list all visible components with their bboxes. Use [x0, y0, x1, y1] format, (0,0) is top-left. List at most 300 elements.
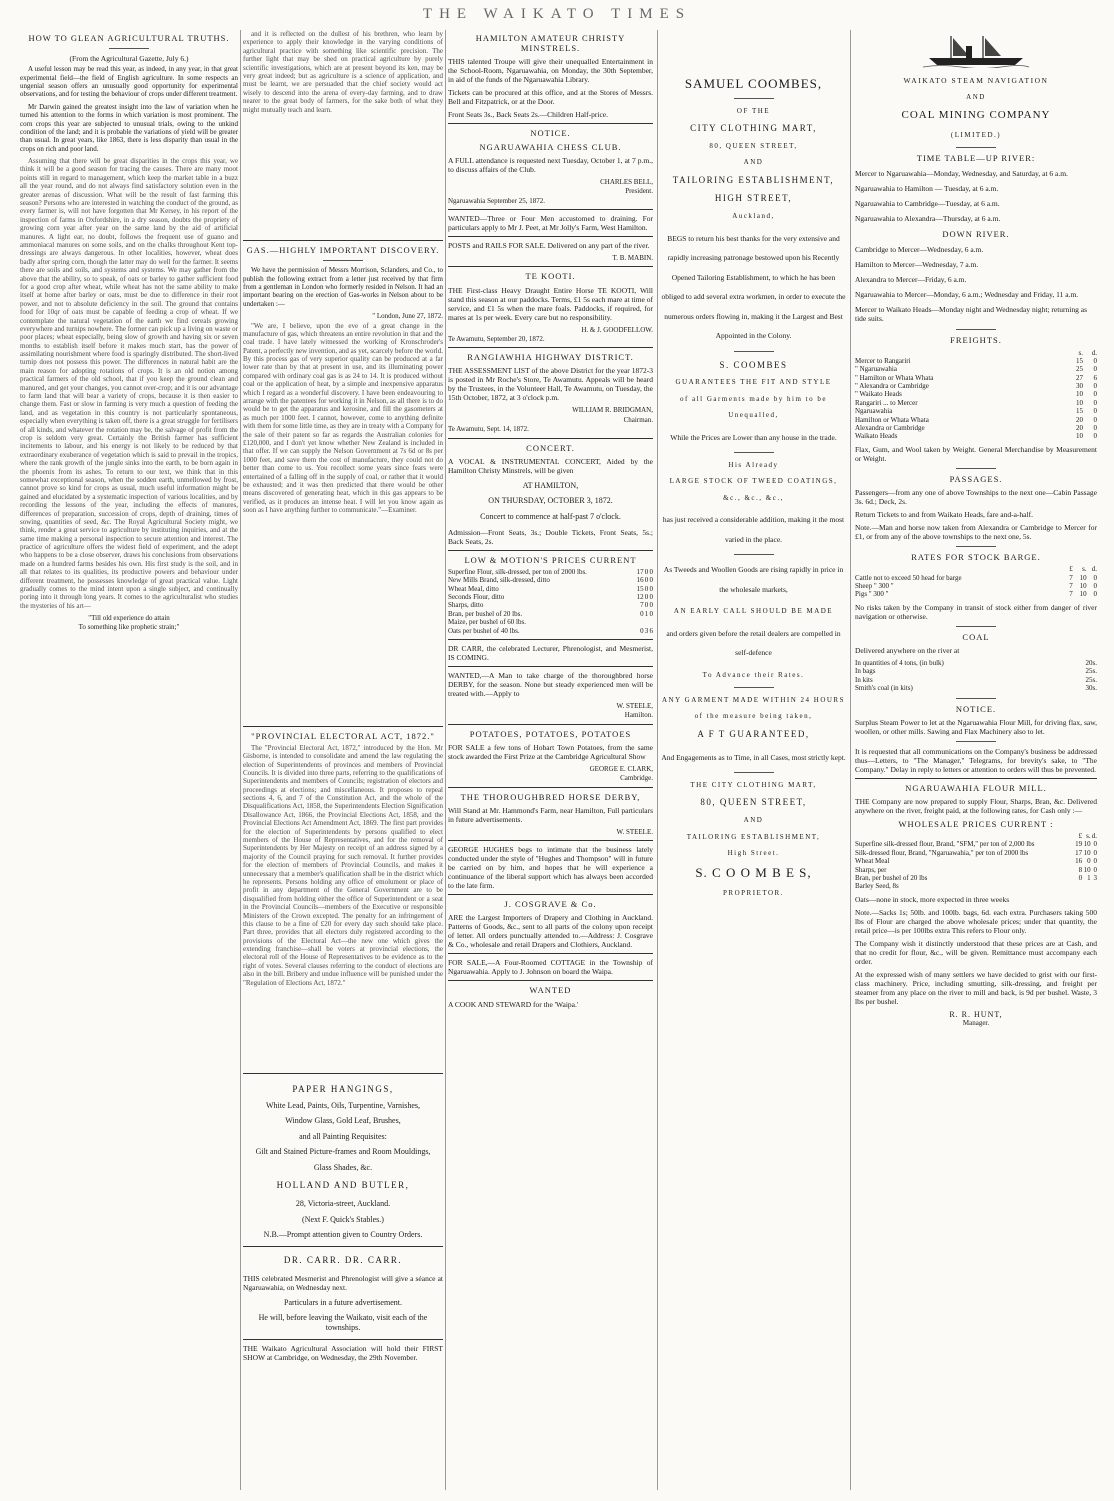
freight-table: [855, 349, 1097, 441]
price-table: [448, 568, 653, 635]
table-row: [855, 857, 1097, 865]
ad-date: Te Awamutu, September 20, 1872.: [448, 334, 545, 343]
ad-text: has just received a considerable addition, making it the most varied in the place.: [662, 515, 845, 544]
table-cell: 6: [649, 626, 653, 635]
table-cell: 10: [1079, 573, 1087, 582]
ad-line: To Advance their Rates.: [702, 670, 805, 679]
table-cell: Sharps, per: [855, 865, 887, 874]
ad-heading: TE KOOTI.: [525, 271, 576, 282]
table-row: [855, 684, 1097, 692]
ad-line: High Street.: [727, 849, 780, 858]
table-cell: 30s.: [1085, 684, 1097, 693]
ad-heading: J. COSGRAVE & Co.: [504, 899, 597, 910]
ad-text: WANTED—Three or Four Men accustomed to draining. For particulars apply to Mr J. Peet, at Mr Jolly's Farm, West Hamilton.: [448, 213, 653, 232]
timetable-entry: Alexandra to Mercer—Friday, 6 a.m.: [855, 275, 967, 285]
article-paragraph: The "Provincial Electoral Act, 1872," introduced by the Hon. Mr Gisborne, is intended to consolidate and amend the law regulating the election of Superintendents of provinces and members of Provincial Councils. It is divided into three parts, referring to the qualifications of Superintendents and members of Councils; registration of electors and proceedings at elections; and miscellaneous. It proposes to repeal sections 4, 6, and 7 of the Constitution Act, and the whole of the Disqualifications Act, 1858, the Superintendents Election Signification Disallowance Act, 1866, the Provincial Elections Act, 1858, and the Provincial Elections Act Amendment Act, 1869. The first part provides for the election of Superintendents by persons qualified to elect members of the House of Representatives, and for the removal of Superintendents by Her Majesty on receipt of an address signed by a majority of the Council praying for such removal. It further provides for the election of members of Provincial Councils, and makes it unnecessary that a member's qualification shall be in the district which he represents. Persons holding any office of emolument or place of profit in any department of the General Government are to be disqualified from holding either the office of Superintendent or a seat in the Provincial Councils—members of the Executive or responsible Ministers of the Crown excepted. The penalty for an infringement of this clause to be a fine of £20 for every day such should take place. Part three, provides that all electors duly registered according to the provisions of the Electoral Act—the new one which gives the extending franchise—shall be voters at provincial elections, the electoral roll of the House of Representatives to be evidence as to the right of votes. Several clauses referring to the conduct of elections are also in the bill. Bribery and undue influence will be punished under the "Regulation of Elections Act, 1872.": [243, 743, 443, 987]
table-cell: 25s.: [1085, 667, 1097, 676]
ad-text: THE ASSESSMENT LIST of the above District for the year 1872-3 is posted in Mr Roche's Store, Te Awamutu. Appeals will be heard by the Trustees, in the Volunteer Hall, Te Awamutu, on Tuesday, the 15th October, 1872, at 3 o'clock p.m.: [448, 366, 653, 403]
ad-heading: CITY CLOTHING MART,: [690, 122, 817, 133]
table-cell: Waikato Heads: [855, 432, 898, 441]
table-row: [448, 576, 653, 584]
column-5: [855, 30, 1097, 1492]
table-cell: 0: [649, 601, 653, 610]
ad-text: No risks taken by the Company in transit of stock either from danger of river navigation or otherwise.: [855, 602, 1097, 621]
timetable-entry: Hamilton to Mercer—Wednesday, 7 a.m.: [855, 260, 979, 270]
table-cell: 0: [1093, 590, 1097, 599]
ad-signature: WILLIAM R. BRIDGMAN,: [572, 406, 653, 415]
column-header: £: [1078, 832, 1083, 841]
table-cell: 16: [636, 576, 644, 585]
ad-text: GEORGE HUGHES begs to intimate that the business lately conducted under the style of "Hughes and Thompson" will in future be carried on by him, and hopes that he will experience a continuance of the liberal support which has always been accorded to the late firm.: [448, 845, 653, 891]
table-cell: Ngaruawahia: [855, 407, 893, 416]
timetable-entry: Ngaruawahia to Mercer—Monday, 6 a.m.; Wednesday and Friday, 11 a.m.: [855, 290, 1079, 300]
ad-line: Glass Shades, &c.: [313, 1162, 373, 1172]
ad-line: Auckland,: [732, 212, 775, 221]
article-paragraph: Assuming that there will be great disparities in the crops this year, we think it will be a good season for tracing the causes. There are many moot points still in regard to management, which keep the market table in a buzz all the year round, and do not always find satisfactory solution even in the greater arenas of discussion. What will be the result of fast farming this season? Persons who are interested in watching the conduct of the ground, as every farmer is, will not have forgotten that Mr Kersey, in his report of the inspection of farms in Oxfordshire, in a dry season, doubts the propriety of growing corn year after year on the same land by the aid of artificial manures. A light ear, no doubt, follows the frequent use of guano and ammoniacal manures on some soils, and on the chalks throughout Kent top-dressings are always dangerous. In other localities, however, wheat does badly after spring corn, though the latter may do well for the farmer. It seems there are soils and soils, and systems and systems. We may gather from the above that the ability, so to speak, of oats or barley to gather sufficient food for a good crop after wheat, while wheat has not the same ability to make itself at home after barley or oats, must be due to difference in their root power, and not to absolute deficiency in the soil. The ground that contains food for 10qr of oats must be capable of feeding a crop of wheat. If we contemplate the natural vegetation of the earth we find cereals growing everywhere and turnips nowhere. The former can pick up a living on waste or poor places; wheat especially, being slow of growth and having six or seven months to establish itself before it makes much start, has the power of assimilating nourishment where food is sparingly distributed. The short-lived turnip does not possess this power. The differences in natural habit are the main reason for adopting rotations of crops. It is an old notion among practical farmers of the old school, that if you keep the ground clean and manured, and get your changes, you cannot over-crop; and it is our advantage to farm land that will bear a variety of crops, because it is then easier to change them. Fast or slow in farming is very much a question of feeding the land, and as vegetation in this country is not particularly spontaneous, especially when everything is taken off, there is a great struggle for fertilisers of all kinds, and whatever the rotation may be, the salvage of profit from the crop is seldom very great. Certainly the British farmer has sufficient incitements to labour, and his energy is not likely to be reduced by that extraordinary exuberance of vegetation which is said to prevail in the tropics, where the rank growth of the jungle sinks into the earth, to be born again in the phoenix from its ashes. To return to our text, we think that in this somewhat exceptional season, when the sodden earth, unmellowed by frost, cannot prove so kind for crops as usual, much useful information might be gained and elucidated by a systematic inspection of various localities, and by recording the lessons of the year, including the effects of manures, differences of preparation, succession of crops, depth of draining, times of sowing, quantities of seed, &c. The Royal Agricultural Society might, we think, render a great service to agriculture by instituting inquiries, and at the same time making a personal inspection to secure attention and interest. The practice of agriculture offers the widest field of experiment, and the adept who happens to be a close observer, draws his conclusions from observations made on a hundred farms besides his own. His first study is the soil, and in all that relates to its qualities, its productive powers and behaviour under different treatment, he possesses knowledge of great practical value. Light gradually comes to the mind intent upon a single subject, and continually poring into it through long years. It comes to the agriculturalist who studies the mysteries of his art—: [20, 157, 238, 610]
ad-heading: DR. CARR. DR. CARR.: [283, 1255, 403, 1266]
ad-line: OF THE: [736, 106, 771, 115]
ad-line: N.B.—Prompt attention given to Country Orders.: [263, 1230, 423, 1240]
table-cell: 10: [1083, 840, 1091, 849]
table-cell: Sheep " 300 ": [855, 581, 894, 590]
table-cell: In kits: [855, 675, 873, 684]
column-header: £: [1069, 565, 1073, 574]
section-heading: COAL: [962, 631, 990, 642]
ad-heading: CONCERT.: [526, 442, 575, 453]
section-heading: PASSAGES.: [949, 473, 1003, 484]
table-cell: 16: [1075, 857, 1083, 866]
table-cell: 10: [1075, 432, 1083, 441]
ad-text: Admission—Front Seats, 3s.; Double Tickets, Front Seats, 5s.; Back Seats, 2s.: [448, 527, 653, 546]
ad-text: THE First-class Heavy Draught Entire Horse TE KOOTI, Will stand this season at our paddocks. Terms, £1 5s each mare at time of service, and £1 5s when the mare foals. Paddocks, if required, for mares at 1s per week. Every care but no responsibility.: [448, 285, 653, 322]
ad-line: White Lead, Paints, Oils, Turpentine, Varnishes,: [265, 1100, 421, 1110]
table-cell: Sharps, ditto: [448, 601, 484, 610]
ad-heading: S. C O O M B E S,: [695, 865, 812, 881]
table-cell: 7: [1069, 581, 1073, 590]
article-paragraph: "We are, I believe, upon the eve of a great change in the manufacture of gas, which threatens an entire revolution in that and the coal trade. I have lately witnessed the working of Kronschroder's Patent, a perfectly new invention, and as yet, scarcely before the world. By this process gas of very superior quality can be produced at a far lower rate than by that at present in use, and its illuminating power compared with ordinary coal gas is as 24 to 14. It is produced without coal or the application of heat, by a simple and inexpensive apparatus which I regard as a wonderful discovery. I have been endeavouring to arrange with the patentees for working it in Nelson, as all there is to do would be to get the apparatus and kerosine, and fill the gasometers at as much per 1000 feet. I cannot, however, come to anything definite with them for some little time, as they are in treaty with a Company for the sale of their patent so far as regards the Australian colonies for £120,000, and I don't yet know whether New Zealand is included in that offer. If we can supply the Nelson Government at 7s 6d or 8s per 1000 feet, and save them the cost of manufacture, they could not do better than come to us. You recollect some years since fears were entertained of a falling off in the supply of coal, or rather that it would be exhausted; and it was then predicted that there would be other means discovered of generating heat, which in this gas appears to be verified, as it produces an intense heat. I will let you know again as soon as I have anything further to communicate."—Examiner.: [243, 321, 443, 515]
column-header: d.: [1091, 832, 1097, 841]
table-cell: 10: [1075, 398, 1083, 407]
ad-signature: CHARLES BELL,: [600, 177, 653, 186]
table-cell: 7: [640, 601, 644, 610]
ad-date: Ngaruawahia September 25, 1872.: [448, 196, 545, 205]
table-row: [448, 593, 653, 601]
ad-heading: WANTED: [529, 985, 572, 996]
table-cell: 7: [1069, 573, 1073, 582]
table-cell: " Alexandra or Cambridge: [855, 382, 929, 391]
table-row: [448, 568, 653, 576]
ad-signature: T. B. MABIN.: [612, 253, 653, 262]
table-row: [448, 627, 653, 635]
table-cell: Superfine Flour, silk-dressed, per ton of 2000 lbs.: [448, 567, 587, 576]
ad-heading: NGARUAWAHIA CHESS CLUB.: [479, 141, 622, 152]
table-cell: 0: [1078, 874, 1083, 883]
ad-line: 80, QUEEN STREET,: [709, 141, 798, 150]
table-cell: 20s.: [1085, 658, 1097, 667]
table-cell: Rangariri ... to Mercer: [855, 398, 918, 407]
table-cell: 0: [640, 609, 644, 618]
table-cell: 0: [1093, 390, 1097, 399]
timetable-entry: Cambridge to Mercer—Wednesday, 6 a.m.: [855, 245, 984, 255]
ad-heading: NOTICE.: [530, 128, 571, 139]
ad-line: PROPRIETOR.: [723, 889, 784, 897]
masthead: THE WAIKATO TIMES: [422, 6, 692, 22]
table-row: [855, 849, 1097, 857]
table-row: [855, 432, 1097, 440]
ad-heading: 80, QUEEN STREET,: [700, 797, 807, 808]
timetable-entry: Mercer to Ngaruawahia—Monday, Wednesday, and Saturday, at 6 a.m.: [855, 169, 1068, 179]
ad-line: AN EARLY CALL SHOULD BE MADE: [673, 607, 834, 616]
ad-signature: Manager.: [962, 1019, 990, 1028]
table-cell: 10: [1083, 865, 1091, 874]
article-paragraph: A useful lesson may be read this year, as indeed, in any year, in that great experimental field—the field of English agriculture. In some respects an ungenial season offers an unusually good opportunity for experimental observations, and for testing the behaviour of crops under different treatment.: [20, 65, 238, 99]
table-cell: 19: [1075, 840, 1083, 849]
ad-date: Te Awamutu, Sept. 14, 1872.: [448, 425, 529, 434]
ad-signature: President.: [625, 187, 653, 196]
ad-text: Return Tickets to and from Waikato Heads, fare and-a-half.: [855, 510, 1033, 520]
stock-table: [855, 565, 1097, 599]
wholesale-table: [855, 832, 1097, 891]
ad-text: THIS celebrated Mesmerist and Phrenologist will give a séance at Ngaruawahia, on Wednesday next.: [243, 1273, 443, 1292]
verse-line: To something like prophetic strain;": [78, 622, 180, 631]
table-cell: 17: [1075, 848, 1083, 857]
ad-line: AND: [743, 158, 764, 167]
ad-heading: POTATOES, POTATOES, POTATOES: [469, 728, 632, 739]
table-cell: In quantities of 4 tons, (in bulk): [855, 658, 944, 667]
ad-line: Window Glass, Gold Leaf, Brushes,: [285, 1116, 401, 1126]
table-cell: 0: [1093, 840, 1097, 849]
table-cell: 10: [1079, 581, 1087, 590]
ad-signature: R. R. HUNT,: [949, 1009, 1003, 1019]
ad-text: Front Seats 3s., Back Seats 2s.—Children Half-price.: [448, 110, 608, 120]
table-cell: 20: [1075, 415, 1083, 424]
table-cell: Seconds Flour, ditto: [448, 592, 505, 601]
column-header: s.: [1082, 565, 1087, 574]
ad-line: (Next F. Quick's Stables.): [302, 1214, 384, 1224]
table-cell: 0: [1093, 356, 1097, 365]
ad-heading: HAMILTON AMATEUR CHRISTY MINSTRELS.: [475, 33, 626, 54]
table-cell: 0: [1093, 415, 1097, 424]
table-cell: 27: [1075, 373, 1083, 382]
section-heading: NGARUAWAHIA FLOUR MILL.: [905, 782, 1047, 793]
table-row: [855, 840, 1097, 848]
timetable-entry: Mercer to Waikato Heads—Monday night and Wednesday night; returning as tide suits.: [855, 305, 1088, 324]
verse-line: "Till old experience do attain: [88, 614, 170, 623]
column-rule: [240, 30, 241, 1490]
table-row: [855, 424, 1097, 432]
table-cell: Hamilton or Whata Whata: [855, 415, 929, 424]
ad-text: Note.—Man and horse now taken from Alexandra or Cambridge to Mercer for £1, or from any of the above townships to the next one, 5s.: [855, 523, 1097, 542]
ad-heading: HIGH STREET,: [714, 193, 793, 204]
ad-text: Oats—none in stock, more expected in three weeks: [855, 894, 1010, 904]
table-row: [855, 667, 1097, 675]
ad-line: &c., &c., &c.,: [723, 493, 784, 502]
column-header: s.: [1086, 832, 1091, 841]
table-cell: Smith's coal (in kits): [855, 684, 913, 693]
table-cell: 0: [640, 626, 644, 635]
table-row: [855, 357, 1097, 365]
table-row: [855, 582, 1097, 590]
section-heading: WHOLESALE PRICES CURRENT :: [898, 818, 1054, 829]
ad-line: AND: [743, 816, 764, 825]
table-cell: 17: [636, 567, 644, 576]
table-cell: 10: [1079, 590, 1087, 599]
company-heading: (LIMITED.): [950, 130, 1002, 139]
table-cell: 15: [1075, 356, 1083, 365]
table-cell: 25: [1075, 365, 1083, 374]
section-heading: NOTICE.: [955, 703, 997, 714]
table-cell: 0: [644, 592, 649, 601]
ad-text: THE Company are now prepared to supply Flour, Sharps, Bran, &c. Delivered anywhere on the river, freight paid, at the following rates, for Cash only :—: [855, 796, 1097, 815]
table-row: [855, 659, 1097, 667]
ad-text: The Company wish it distinctly understood that these prices are at Cash, and that no credit for flour, &c., will be given. Remittance must accompany each order.: [855, 938, 1097, 966]
column-3: [448, 30, 653, 1492]
section-heading: RATES FOR STOCK BARGE.: [911, 552, 1041, 563]
ad-line: He will, before leaving the Waikato, visit each of the townships.: [258, 1313, 428, 1333]
ad-text: It is requested that all communications on the Company's business be addressed thus—Letters, to "The Manager," Telegrams, for brevity's sake, to "The Company." Delay in reply to letters or attention to orders will thus be prevented.: [855, 746, 1097, 774]
ad-text: Delivered anywhere on the river at: [855, 645, 960, 655]
table-cell: [1091, 882, 1097, 890]
table-cell: Wheat Meal: [855, 857, 890, 866]
table-cell: Maize, per bushel of 60 lbs.: [448, 618, 526, 627]
table-cell: Cattle not to exceed 50 head for barge: [855, 573, 962, 582]
ad-line: Gilt and Stained Picture-frames and Room Mouldings,: [255, 1147, 431, 1157]
ad-heading: HOLLAND AND BUTLER,: [276, 1180, 410, 1191]
coal-table: [855, 659, 1097, 693]
ad-heading: LOW & MOTION'S PRICES CURRENT: [464, 554, 637, 565]
table-cell: [1082, 882, 1091, 890]
table-cell: 1: [644, 609, 649, 618]
ad-line: THE CITY CLOTHING MART,: [690, 781, 817, 790]
ad-line: GUARANTEES THE FIT AND STYLE: [675, 378, 832, 387]
column-rule: [657, 30, 658, 1490]
ad-text: THIS talented Troupe will give their unequalled Entertainment in the School-Room, Ngaruawahia, on Monday, the 30th September, in aid of the funds of the Ngaruawahia Library.: [448, 57, 653, 85]
company-heading: COAL MINING COMPANY: [901, 109, 1051, 122]
table-cell: 7: [1069, 590, 1073, 599]
table-cell: 0: [644, 584, 649, 593]
table-cell: 0: [644, 601, 649, 610]
table-row: [855, 866, 1097, 874]
ad-signature: H. & J. GOODFELLOW.: [581, 325, 653, 334]
timetable-entry: Ngaruawahia to Cambridge—Tuesday, at 6 a.m.: [855, 199, 1000, 209]
ad-signature: W. STEELE,: [616, 701, 653, 710]
ad-line: Particulars in a future advertisement.: [284, 1297, 402, 1307]
table-row: [855, 382, 1097, 390]
ad-heading: TAILORING ESTABLISHMENT,: [672, 174, 835, 185]
table-row: [855, 882, 1097, 890]
table-cell: 0: [649, 592, 653, 601]
ad-text: and orders given before the retail dealers are compelled in self-defence: [666, 628, 841, 658]
table-cell: 0: [1093, 573, 1097, 582]
table-cell: 15: [636, 584, 644, 593]
ad-heading: PAPER HANGINGS,: [292, 1083, 394, 1094]
section-heading: DOWN RIVER.: [942, 229, 1010, 240]
ad-text: FOR SALE a few tons of Hobart Town Potatoes, from the same stock awarded the First Prize at the Cambridge Agricultural Show: [448, 742, 653, 761]
table-row: [448, 585, 653, 593]
column-header: s.: [1078, 348, 1083, 357]
ad-text: As Tweeds and Woollen Goods are rising rapidly in price in the wholesale markets,: [663, 565, 844, 594]
table-cell: Bran, per bushel of 20 lbs.: [448, 609, 523, 618]
table-row: [855, 590, 1097, 598]
ad-text: BEGS to return his best thanks for the very extensive and rapidly increasing patronage bestowed upon his Recently Opened Tailoring Establishment, to which he has been obliged to add several extra workmen, in order to execute the numerous orders flowing in, making it the Largest and Best Appointed in the Colony.: [661, 233, 846, 341]
ad-text: POSTS and RAILS FOR SALE. Delivered on any part of the river.: [448, 240, 650, 250]
ad-text: Tickets can be procured at this office, and at the Stores of Messrs. Bell and Fitzpatrick, or at the Door.: [448, 88, 653, 107]
ad-text: Flax, Gum, and Wool taken by Weight. General Merchandise by Measurement or Weight.: [855, 444, 1097, 463]
ad-line: of all Garments made by him to be: [680, 394, 827, 403]
column-header: d.: [1091, 348, 1097, 357]
ad-text: While the Prices are Lower than any house in the trade.: [670, 432, 837, 442]
table-cell: 20: [1075, 424, 1083, 433]
table-cell: [1074, 882, 1083, 890]
table-cell: 3: [1093, 874, 1097, 883]
table-cell: 0: [649, 567, 653, 576]
table-cell: 0: [1093, 365, 1097, 374]
ad-line: ON THURSDAY, OCTOBER 3, 1872.: [488, 496, 613, 506]
table-cell: 10: [1083, 848, 1091, 857]
table-cell: 10: [1075, 390, 1083, 399]
table-row: [855, 399, 1097, 407]
company-heading: WAIKATO STEAM NAVIGATION: [903, 76, 1049, 85]
table-cell: Superfine silk-dressed flour, Brand, "SFM," per ton of 2,000 lbs: [855, 840, 1035, 849]
ad-text: FOR SALE,—A Four-Roomed COTTAGE in the Township of Ngaruawahia. Apply to J. Johnson on board the Waipa.: [448, 958, 653, 977]
column-2: [243, 30, 443, 1492]
column-header: d.: [1091, 565, 1097, 574]
ad-line: AT HAMILTON,: [522, 480, 579, 490]
timetable-entry: Ngaruawahia to Alexandra—Thursday, at 6 a.m.: [855, 214, 1001, 224]
ad-text: A FULL attendance is requested next Tuesday, October 1, at 7 p.m., to discuss affairs of the Club.: [448, 155, 653, 174]
company-heading: AND: [966, 93, 986, 101]
table-row: [855, 676, 1097, 684]
column-4: [661, 30, 846, 1492]
ad-signature: Chairman.: [623, 415, 653, 424]
ad-heading: THE THOROUGHBRED HORSE DERBY,: [460, 791, 641, 802]
ad-signature: GEORGE E. CLARK,: [589, 764, 653, 773]
ad-heading: RANGIAWHIA HIGHWAY DISTRICT.: [467, 352, 634, 363]
ad-line: ANY GARMENT MADE WITHIN 24 HOURS: [661, 695, 845, 704]
ad-text: At the expressed wish of many settlers we have decided to grist with our first-class machinery. Price, including smutting, silk-dressing, and freight per steamer from any place on the river to mill and back, is 9d per bushel. Waste, 3 lbs per bushel.: [855, 969, 1097, 1006]
section-heading: TIME TABLE—UP RIVER:: [916, 152, 1036, 163]
ad-line: TAILORING ESTABLISHMENT,: [686, 832, 821, 841]
column-rule: [850, 30, 851, 1490]
ad-text: ARE the Largest Importers of Drapery and Clothing in Auckland. Patterns of Goods, &c., sent to all parts of the colony upon receipt of letter. All orders punctually attended to.—Address: J. Cosgrave & Co., wholesale and retail Drapers and Clothiers, Auckland.: [448, 913, 653, 950]
article-heading: HOW TO GLEAN AGRICULTURAL TRUTHS.: [28, 33, 230, 43]
steamship-icon: [921, 34, 1031, 68]
table-cell: 0: [649, 609, 653, 618]
ad-text: WANTED,—A Man to take charge of the thoroughbred horse DERBY, for the season. None but steady experienced men will be treated with.—Apply to: [448, 670, 653, 698]
column-rule: [445, 30, 446, 1490]
table-cell: " Hamilton or Whata Whata: [855, 373, 934, 382]
table-cell: Wheat Meal, ditto: [448, 584, 499, 593]
table-row: [448, 601, 653, 609]
table-cell: " Ngaruawahia: [855, 365, 897, 374]
ad-heading: SAMUEL COOMBES,: [684, 76, 823, 91]
article-paragraph: We have the permission of Messrs Morrison, Sclanders, and Co., to publish the following extract from a letter just received by that firm from a gentleman in London who formerly resided in Nelson. It had an important bearing on the erection of Gas-works in Nelson about to be undertaken :—: [243, 266, 443, 308]
ad-signature: W. STEELE.: [616, 827, 653, 836]
ad-line: and all Painting Requisites:: [299, 1131, 387, 1141]
table-row: [448, 618, 653, 626]
table-cell: 0: [1093, 848, 1097, 857]
table-cell: Pigs " 300 ": [855, 590, 889, 599]
table-cell: In bags: [855, 667, 876, 676]
ad-line: Concert to commence at half-past 7 o'clock.: [480, 512, 621, 522]
table-row: [855, 416, 1097, 424]
ad-line: His Already: [728, 461, 779, 470]
ad-text: Will Stand at Mr. Hammond's Farm, near Hamilton, Full particulars in future advertisements.: [448, 805, 653, 824]
ad-line: of the measure being taken,: [694, 712, 813, 721]
table-cell: 15: [1075, 407, 1083, 416]
ad-text: Passengers—from any one of above Townships to the next one—Cabin Passage 3s. 6d.; Deck, 2s.: [855, 488, 1097, 507]
timetable-entry: Ngaruawahia to Hamilton — Tuesday, at 6 a.m.: [855, 184, 999, 194]
ad-line: Unequalled,: [728, 411, 779, 420]
table-row: [855, 574, 1097, 582]
ad-signature: Cambridge.: [620, 774, 653, 783]
table-cell: [648, 618, 653, 626]
article-heading: "PROVINCIAL ELECTORAL ACT, 1872.": [251, 730, 435, 741]
ad-heading: A F T GUARANTEED,: [697, 728, 810, 739]
ad-text: DR CARR, the celebrated Lecturer, Phrenologist, and Mesmerist, IS COMING.: [448, 643, 653, 662]
table-row: [855, 374, 1097, 382]
table-cell: 3: [644, 626, 649, 635]
letter-date: " London, June 27, 1872.: [372, 312, 443, 321]
table-cell: 12: [636, 592, 644, 601]
table-cell: 0: [1093, 407, 1097, 416]
table-cell: 0: [1093, 581, 1097, 590]
ad-signature: Hamilton.: [624, 711, 653, 720]
ad-line: 28, Victoria-street, Auckland.: [295, 1199, 391, 1209]
ad-line: LARGE STOCK OF TWEED COATINGS,: [669, 477, 838, 486]
table-cell: 30: [1075, 382, 1083, 391]
table-cell: [634, 618, 643, 626]
ad-text: A COOK AND STEWARD for the 'Waipa.': [448, 999, 579, 1009]
table-row: [855, 407, 1097, 415]
table-cell: Mercer to Rangariri: [855, 356, 911, 365]
table-cell: 0: [649, 584, 653, 593]
table-cell: " Waikato Heads: [855, 390, 902, 399]
table-cell: 0: [1093, 865, 1097, 874]
ad-heading: S. COOMBES: [719, 359, 788, 370]
table-cell: Oats per bushel of 40 lbs.: [448, 626, 520, 635]
table-cell: 0: [1093, 424, 1097, 433]
table-cell: 0: [1087, 857, 1091, 866]
table-cell: 0: [649, 576, 653, 585]
section-heading: FREIGHTS.: [950, 335, 1002, 346]
table-cell: 25s.: [1085, 675, 1097, 684]
table-row: [855, 365, 1097, 373]
article-heading: GAS.—HIGHLY IMPORTANT DISCOVERY.: [246, 245, 440, 255]
table-cell: Barley Seed, 8s: [855, 882, 899, 891]
table-cell: 0: [644, 567, 649, 576]
table-cell: 0: [1093, 382, 1097, 391]
table-row: [448, 610, 653, 618]
article-source: (From the Agricultural Gazette, July 6.): [69, 54, 189, 64]
table-row: [855, 874, 1097, 882]
table-cell: 0: [644, 576, 649, 585]
table-cell: New Mills Brand, silk-dressed, ditto: [448, 576, 550, 585]
table-cell: Silk-dressed flour, Brand, "Ngaruawahia," per ton of 2000 lbs: [855, 848, 1029, 857]
article-paragraph: Mr Darwin gained the greatest insight into the law of variation when he turned his attention to the forms in which variation is most prominent. The corn crops this year are subjected to unusual trials, owing to the unkind condition of the land; and it is probable the variations of yield will be greater than usual. In great years, like 1863, there is less disparity than usual in the crops on rich and poor land.: [20, 102, 238, 153]
table-cell: 6: [1093, 373, 1097, 382]
table-cell: 0: [1093, 432, 1097, 441]
ad-text: Note.—Sacks 1s; 50lb. and 100lb. bags, 6d. each extra. Purchasers taking 500 lbs of Flour are charged the above wholesale prices; under that quantity, the retail price—is per 100lbs extra This refers to Flour only.: [855, 907, 1097, 935]
ad-text: Surplus Steam Power to let at the Ngaruawahia Flour Mill, for driving flax, saw, woollen, or other mills. Sawing and Flax Machinery also to let.: [855, 717, 1097, 736]
table-cell: 8: [1078, 865, 1083, 874]
ad-text: THE Waikato Agricultural Association will hold their FIRST SHOW at Cambridge, on Wednesday, the 29th November.: [243, 1343, 443, 1362]
ad-text: And Engagements as to Time, in all Cases, most strictly kept.: [661, 752, 846, 762]
column-1: [20, 30, 238, 1492]
table-cell: Bran, per bushel of 20 lbs: [855, 874, 928, 883]
table-row: [855, 390, 1097, 398]
table-cell: 0: [1093, 398, 1097, 407]
